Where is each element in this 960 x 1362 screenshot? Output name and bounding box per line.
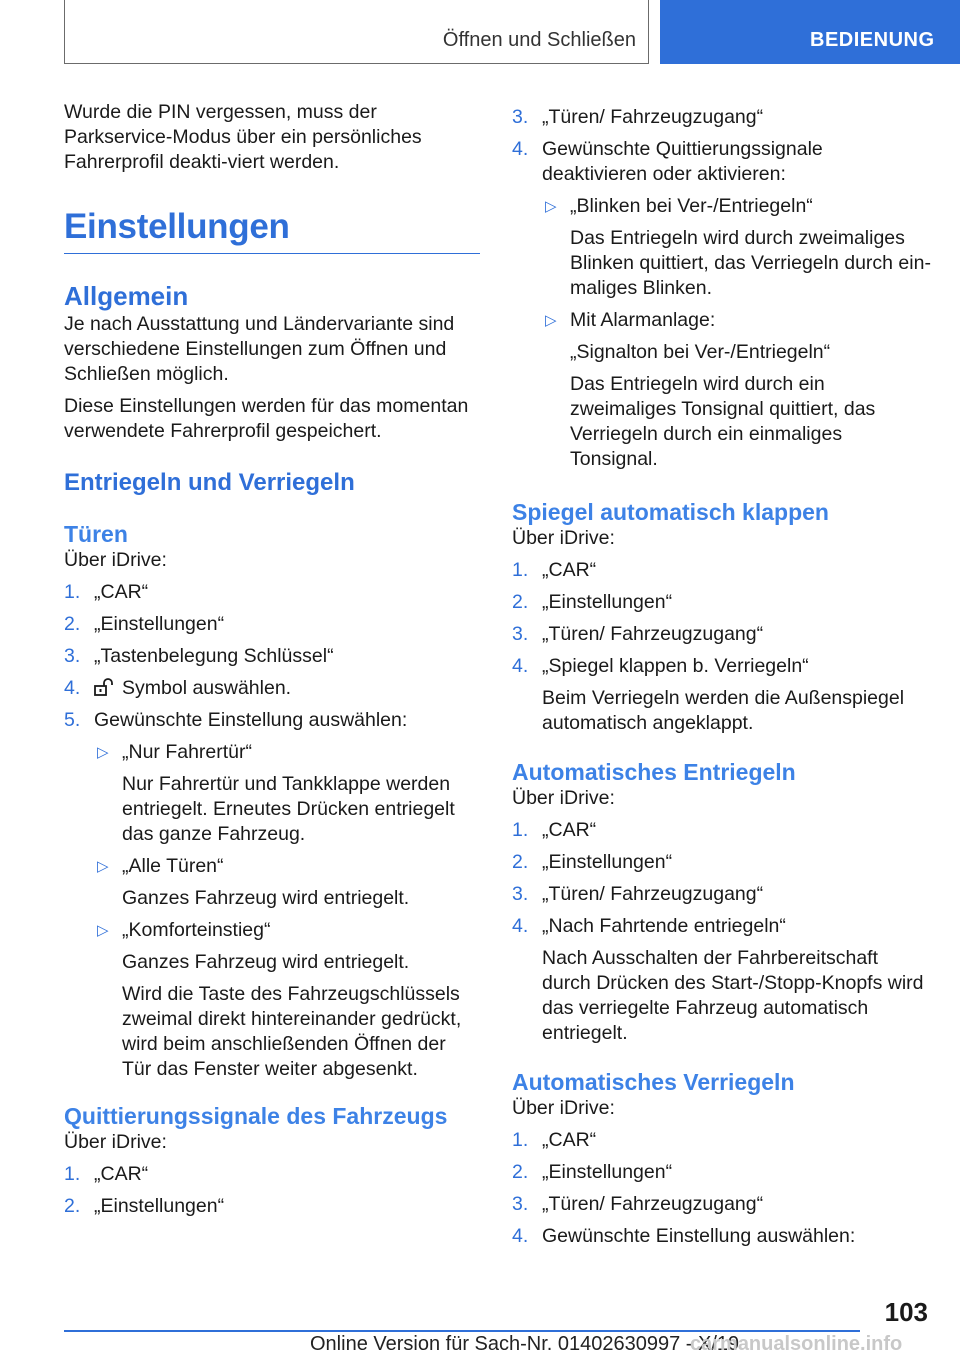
list-item xyxy=(64,1194,480,1219)
section-tab xyxy=(660,0,960,64)
step-text: „CAR“ xyxy=(542,1129,597,1151)
step-text: „CAR“ xyxy=(94,581,149,603)
chapter-box xyxy=(64,0,649,64)
footer-divider xyxy=(64,1330,860,1332)
step-number: 4. xyxy=(64,677,81,699)
step-number: 1. xyxy=(512,819,529,841)
auto-ent-desc: Nach Ausschalten der Fahrbereitschaft durch Drücken des Start-/Stopp-Knopfs wird das verriegelte Fahrzeug automatisch entriegelt. xyxy=(542,947,924,1044)
list-item xyxy=(64,1162,480,1187)
step-text: „Türen/ Fahrzeugzugang“ xyxy=(542,883,764,905)
option-desc: Ganzes Fahrzeug wird entriegelt. xyxy=(122,887,410,909)
list-item xyxy=(512,558,932,583)
list-item xyxy=(512,137,932,187)
auto-ver-intro: Über iDrive: xyxy=(512,1097,615,1119)
page-header xyxy=(0,0,960,66)
option-title: „Alle Türen“ xyxy=(122,855,224,877)
step-number: 2. xyxy=(64,1195,81,1217)
option-item xyxy=(64,918,480,943)
step-number: 3. xyxy=(512,883,529,905)
triangle-icon: ▷ xyxy=(545,312,557,329)
auto-ver-steps xyxy=(512,1128,932,1249)
quitt-steps xyxy=(64,1162,480,1219)
list-item xyxy=(64,708,480,733)
option-item xyxy=(512,194,932,219)
step-number: 1. xyxy=(64,581,81,603)
list-item xyxy=(512,818,932,843)
step-number: 4. xyxy=(512,138,529,160)
list-item xyxy=(512,1224,932,1249)
step-number: 4. xyxy=(512,1225,529,1247)
step-text: Gewünschte Einstellung auswählen: xyxy=(542,1225,856,1247)
option-item xyxy=(64,740,480,765)
option-desc: Nur Fahrertür und Tankklappe werden entriegelt. Erneutes Drücken entriegelt das ganze Fahrzeug. xyxy=(122,773,455,845)
step-text: „Einstellungen“ xyxy=(94,613,225,635)
list-item xyxy=(512,654,932,679)
list-item xyxy=(64,580,480,605)
list-item xyxy=(512,914,932,939)
step-text: „Türen/ Fahrzeugzugang“ xyxy=(542,1193,764,1215)
section-title: BEDIENUNG xyxy=(810,29,935,51)
heading-auto-entriegeln: Automatisches Entriegeln xyxy=(512,759,796,785)
option-desc: Das Entriegeln wird durch zweimaliges Blinken quittiert, das Verriegeln durch ein-maliges Blinken. xyxy=(570,227,931,299)
step-number: 1. xyxy=(512,1129,529,1151)
step-text: Symbol auswählen. xyxy=(122,677,292,699)
step-text: Gewünschte Einstellung auswählen: xyxy=(94,709,408,731)
triangle-icon: ▷ xyxy=(97,922,109,939)
step-text: „Einstellungen“ xyxy=(542,1161,673,1183)
step-number: 3. xyxy=(64,645,81,667)
step-number: 4. xyxy=(512,915,529,937)
list-item xyxy=(512,622,932,647)
option-item xyxy=(64,854,480,879)
step-text: Gewünschte Quittierungssignale deaktivieren oder aktivieren: xyxy=(542,138,823,185)
triangle-icon: ▷ xyxy=(97,744,109,761)
spiegel-intro: Über iDrive: xyxy=(512,527,615,549)
tueren-steps xyxy=(64,580,480,733)
heading-spiegel: Spiegel automatisch klappen xyxy=(512,499,829,525)
heading-entriegeln: Entriegeln und Verriegeln xyxy=(64,469,355,496)
list-item xyxy=(512,590,932,615)
watermark: carmanualsonline.info xyxy=(690,1333,903,1355)
step-text: „Einstellungen“ xyxy=(94,1195,225,1217)
step-number: 3. xyxy=(512,106,529,128)
page-number: 103 xyxy=(884,1297,928,1327)
list-item xyxy=(512,1192,932,1217)
unlock-icon xyxy=(94,678,116,696)
footer-online-version: Online Version für Sach-Nr. 01402630997 - X/19 xyxy=(310,1333,740,1355)
step-number: 5. xyxy=(64,709,81,731)
heading-auto-verriegeln: Automatisches Verriegeln xyxy=(512,1069,795,1095)
list-item xyxy=(64,644,480,669)
step-text: „CAR“ xyxy=(542,819,597,841)
step-text: „CAR“ xyxy=(542,559,597,581)
step-text: „Spiegel klappen b. Verriegeln“ xyxy=(542,655,809,677)
allgemein-p1: Je nach Ausstattung und Ländervariante sind verschiedene Einstellungen zum Öffnen und Schließen möglich. xyxy=(64,313,455,385)
quitt-intro: Über iDrive: xyxy=(64,1131,167,1153)
option-title: „Blinken bei Ver-/Entriegeln“ xyxy=(570,195,813,217)
step-number: 2. xyxy=(64,613,81,635)
heading-tueren: Türen xyxy=(64,521,128,547)
list-item xyxy=(512,1128,932,1153)
step-number: 1. xyxy=(64,1163,81,1185)
list-item xyxy=(64,676,480,701)
list-item xyxy=(64,612,480,637)
left-column xyxy=(64,100,480,1226)
triangle-icon: ▷ xyxy=(545,198,557,215)
option-title: „Nur Fahrertür“ xyxy=(122,741,253,763)
quitt-steps-cont xyxy=(512,105,932,187)
auto-ent-steps xyxy=(512,818,932,939)
heading-quittierung: Quittierungssignale des Fahrzeugs xyxy=(64,1103,448,1129)
step-number: 3. xyxy=(512,623,529,645)
step-text: „Türen/ Fahrzeugzugang“ xyxy=(542,106,764,128)
list-item xyxy=(512,882,932,907)
triangle-icon: ▷ xyxy=(97,858,109,875)
chapter-title: Öffnen und Schließen xyxy=(442,29,636,51)
step-text: „CAR“ xyxy=(94,1163,149,1185)
tueren-intro: Über iDrive: xyxy=(64,549,167,571)
option-sub: „Signalton bei Ver-/Entriegeln“ xyxy=(570,341,831,363)
right-column xyxy=(512,100,932,1256)
option-item xyxy=(512,308,932,333)
option-desc: Ganzes Fahrzeug wird entriegelt. xyxy=(122,951,410,973)
option-extra: Wird die Taste des Fahrzeugschlüssels zweimal direkt hintereinander gedrückt, wird beim anschließenden Öffnen der Tür das Fenster weiter abgesenkt. xyxy=(122,983,462,1080)
step-number: 3. xyxy=(512,1193,529,1215)
step-text: „Türen/ Fahrzeugzugang“ xyxy=(542,623,764,645)
step-number: 4. xyxy=(512,655,529,677)
list-item xyxy=(512,105,932,130)
heading-einstellungen: Einstellungen xyxy=(64,207,480,254)
list-item xyxy=(512,850,932,875)
option-title: „Komforteinstieg“ xyxy=(122,919,271,941)
step-number: 2. xyxy=(512,851,529,873)
option-desc: Das Entriegeln wird durch ein zweimaliges Tonsignal quittiert, das Verriegeln durch ein einmaliges Tonsignal. xyxy=(570,373,876,470)
heading-allgemein: Allgemein xyxy=(64,281,189,311)
auto-ent-intro: Über iDrive: xyxy=(512,787,615,809)
step-number: 1. xyxy=(512,559,529,581)
step-number: 2. xyxy=(512,591,529,613)
allgemein-p2: Diese Einstellungen werden für das momentan verwendete Fahrerprofil gespeichert. xyxy=(64,395,469,442)
step-text: „Einstellungen“ xyxy=(542,851,673,873)
step-text: „Einstellungen“ xyxy=(542,591,673,613)
list-item xyxy=(512,1160,932,1185)
spiegel-desc: Beim Verriegeln werden die Außenspiegel automatisch angeklappt. xyxy=(542,687,905,734)
intro-paragraph: Wurde die PIN vergessen, muss der Parkservice-Modus über ein persönliches Fahrerprofil deakti-viert werden. xyxy=(64,101,422,173)
step-text: „Tastenbelegung Schlüssel“ xyxy=(94,645,334,667)
option-title: Mit Alarmanlage: xyxy=(570,309,716,331)
step-number: 2. xyxy=(512,1161,529,1183)
step-text: „Nach Fahrtende entriegeln“ xyxy=(542,915,786,937)
spiegel-steps xyxy=(512,558,932,679)
